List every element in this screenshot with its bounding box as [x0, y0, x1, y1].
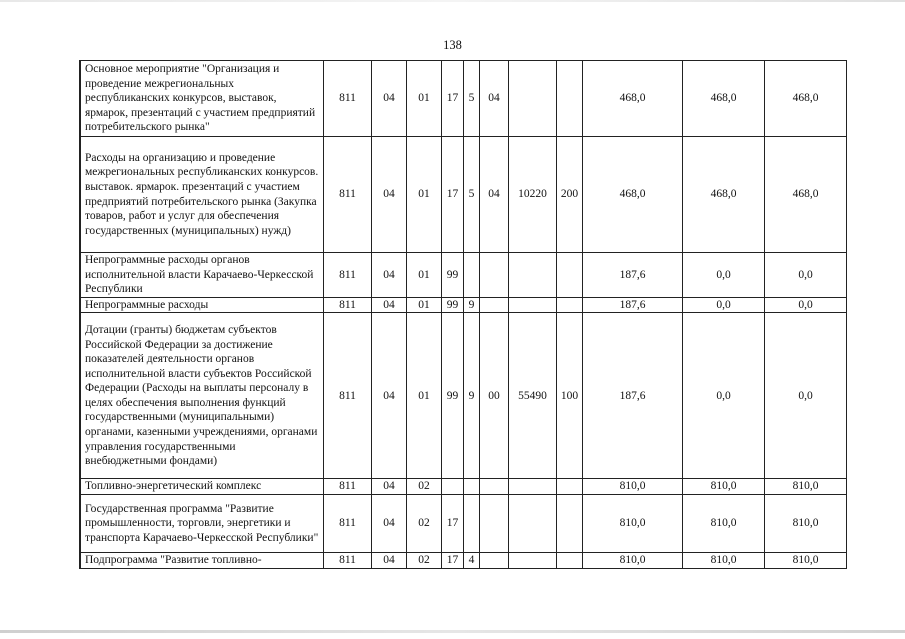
cell-c3: 01: [407, 137, 442, 253]
cell-c2: 04: [372, 61, 407, 137]
cell-c5: [464, 494, 480, 552]
cell-v1: 187,6: [583, 253, 683, 298]
cell-c2: 04: [372, 313, 407, 479]
cell-c8: [557, 479, 583, 495]
cell-c7: [509, 552, 557, 568]
cell-c4: 17: [442, 494, 464, 552]
table-row: [80, 313, 847, 479]
cell-v1: 187,6: [583, 313, 683, 479]
cell-v2: 810,0: [683, 494, 765, 552]
scan-edge-bottom: [0, 630, 905, 633]
cell-c6: 00: [480, 313, 509, 479]
cell-c8: [557, 494, 583, 552]
cell-c8: [557, 297, 583, 313]
cell-c8: [557, 552, 583, 568]
cell-c1: 811: [324, 313, 372, 479]
cell-c5: 5: [464, 61, 480, 137]
cell-c3: 02: [407, 494, 442, 552]
page-number: 138: [443, 38, 462, 52]
cell-c2: 04: [372, 253, 407, 298]
cell-c6: [480, 253, 509, 298]
cell-c5: 9: [464, 313, 480, 479]
cell-v1: 810,0: [583, 479, 683, 495]
cell-c8: [557, 61, 583, 137]
cell-v2: 468,0: [683, 137, 765, 253]
cell-c6: 04: [480, 137, 509, 253]
cell-c5: [464, 253, 480, 298]
cell-c5: 9: [464, 297, 480, 313]
cell-c3: 02: [407, 479, 442, 495]
cell-c3: 01: [407, 61, 442, 137]
cell-v2: 0,0: [683, 297, 765, 313]
cell-v3: 0,0: [765, 313, 847, 479]
cell-c6: [480, 479, 509, 495]
cell-v2: 810,0: [683, 479, 765, 495]
cell-v3: 810,0: [765, 479, 847, 495]
cell-c4: 99: [442, 297, 464, 313]
table-row: [80, 137, 847, 253]
table-row: [80, 494, 847, 552]
cell-c5: 5: [464, 137, 480, 253]
cell-v1: 187,6: [583, 297, 683, 313]
scan-edge-top: [0, 0, 905, 2]
cell-c1: 811: [324, 297, 372, 313]
table-row: [80, 253, 847, 298]
cell-c5: [464, 479, 480, 495]
expense-name-cell: Дотации (гранты) бюджетам субъектов Российской Федерации за достижение показателей деятельности органов исполнительной власти субъектов Российской Федерации (Расходы на выплаты персоналу в целях обеспечения выполнения функций государственными (муниципальными) органами, казенными учреждениями, органами управления государственными внебюджетными фондами): [81, 313, 324, 479]
cell-c7: [509, 253, 557, 298]
table-body: [80, 61, 847, 569]
cell-c2: 04: [372, 137, 407, 253]
cell-c2: 04: [372, 494, 407, 552]
table-row: [80, 61, 847, 137]
cell-c6: [480, 494, 509, 552]
cell-c7: [509, 479, 557, 495]
expense-name-cell: Непрограммные расходы органов исполнительной власти Карачаево-Черкесской Республики: [81, 253, 324, 298]
expense-name-cell: Государственная программа "Развитие промышленности, торговли, энергетики и транспорта Карачаево-Черкесской Республики": [81, 494, 324, 552]
cell-c8: 200: [557, 137, 583, 253]
table-row: [80, 297, 847, 313]
cell-c7: 10220: [509, 137, 557, 253]
cell-c2: 04: [372, 479, 407, 495]
cell-c4: 99: [442, 313, 464, 479]
cell-c3: 01: [407, 313, 442, 479]
cell-c3: 02: [407, 552, 442, 568]
cell-c5: 4: [464, 552, 480, 568]
cell-c4: [442, 479, 464, 495]
expense-name-cell: Подпрограмма "Развитие топливно-: [81, 552, 324, 568]
cell-c4: 17: [442, 137, 464, 253]
cell-c6: [480, 297, 509, 313]
cell-v3: 810,0: [765, 552, 847, 568]
expense-name-cell: Расходы на организацию и проведение межрегиональных республиканских конкурсов. выставок. ярмарок. презентаций с участием предприятий потребительского рынка (Закупка товаров, работ и услуг для обеспечения государственных (муниципальных) нужд): [81, 137, 324, 253]
expense-name-cell: Топливно-энергетический комплекс: [81, 479, 324, 495]
cell-c7: 55490: [509, 313, 557, 479]
expense-name-cell: Основное мероприятие "Организация и проведение межрегиональных республиканских конкурсов, выставок, ярмарок, презентаций с участием предприятий потребительского рынка": [81, 61, 324, 137]
cell-c1: 811: [324, 61, 372, 137]
cell-v3: 0,0: [765, 253, 847, 298]
cell-c7: [509, 297, 557, 313]
cell-c2: 04: [372, 297, 407, 313]
cell-c3: 01: [407, 297, 442, 313]
cell-c7: [509, 494, 557, 552]
cell-v3: 468,0: [765, 137, 847, 253]
cell-c1: 811: [324, 552, 372, 568]
expense-name-cell: Непрограммные расходы: [81, 297, 324, 313]
cell-c8: 100: [557, 313, 583, 479]
cell-v2: 0,0: [683, 313, 765, 479]
cell-v1: 810,0: [583, 494, 683, 552]
cell-v3: 468,0: [765, 61, 847, 137]
cell-c4: 17: [442, 552, 464, 568]
table-row: [80, 552, 847, 568]
cell-c2: 04: [372, 552, 407, 568]
cell-c1: 811: [324, 494, 372, 552]
cell-c4: 99: [442, 253, 464, 298]
cell-v3: 810,0: [765, 494, 847, 552]
table-row: [80, 479, 847, 495]
cell-c7: [509, 61, 557, 137]
cell-c3: 01: [407, 253, 442, 298]
cell-c8: [557, 253, 583, 298]
cell-v2: 0,0: [683, 253, 765, 298]
cell-v3: 0,0: [765, 297, 847, 313]
cell-v1: 468,0: [583, 137, 683, 253]
budget-table: [79, 60, 847, 569]
cell-c4: 17: [442, 61, 464, 137]
cell-c6: [480, 552, 509, 568]
cell-v2: 468,0: [683, 61, 765, 137]
cell-c1: 811: [324, 253, 372, 298]
cell-c1: 811: [324, 479, 372, 495]
cell-c1: 811: [324, 137, 372, 253]
cell-v1: 810,0: [583, 552, 683, 568]
cell-v2: 810,0: [683, 552, 765, 568]
cell-c6: 04: [480, 61, 509, 137]
cell-v1: 468,0: [583, 61, 683, 137]
